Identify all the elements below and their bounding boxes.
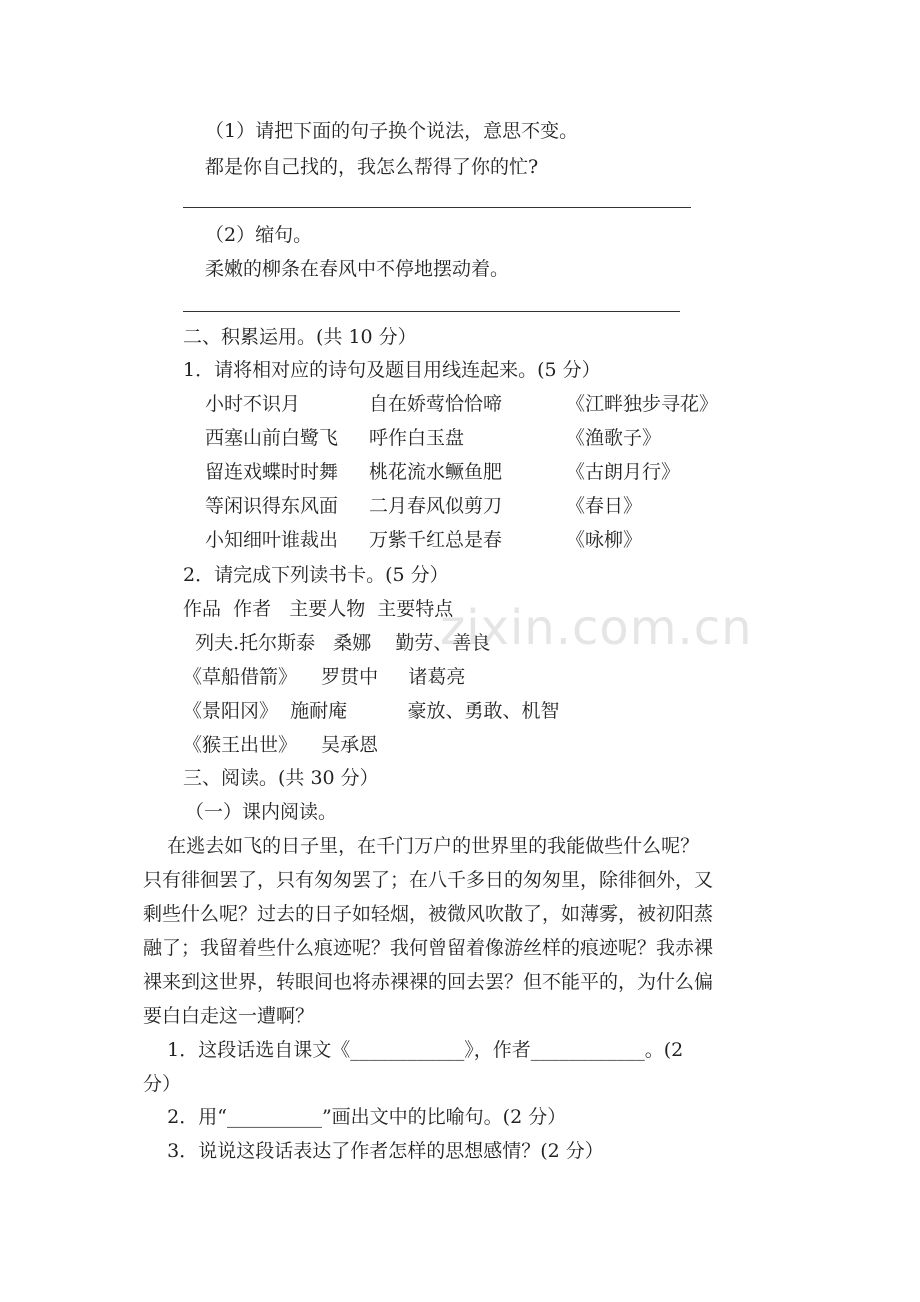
watermark: zixin.com.cn <box>440 600 753 656</box>
passage-line: 融了；我留着些什么痕迹呢？我何曾留着像游丝样的痕迹呢？我赤裸 <box>143 937 714 959</box>
poem-line2: 二月春风似剪刀 <box>369 495 503 517</box>
reading-question-3: 3．说说这段话表达了作者怎样的思想感情？(2 分） <box>143 1140 604 1162</box>
poem-line1: 留连戏蝶时时舞 <box>205 461 339 483</box>
reading-question-2: 2．用“__________”画出文中的比喻句。(2 分） <box>143 1106 567 1128</box>
rewrite-q2-prompt: （2）缩句。 <box>205 224 313 246</box>
answer-line-2 <box>183 311 680 312</box>
poem-line1: 西塞山前白鹭飞 <box>205 427 339 449</box>
reading-card-header: 作品 作者 主要人物 主要特点 <box>183 598 454 620</box>
passage-line: 只有徘徊罢了，只有匆匆罢了；在八千多日的匆匆里，除徘徊外，又 <box>143 869 714 891</box>
passage-line: 在逃去如飞的日子里，在千门万户的世界里的我能做些什么呢？ <box>143 835 700 857</box>
reading-card-row: 列夫.托尔斯泰 桑娜 勤劳、善良 <box>183 632 491 654</box>
poem-title: 《江畔独步寻花》 <box>566 393 719 415</box>
reading-question-1-cont: 分） <box>143 1073 182 1095</box>
passage-line: 裸来到这世界，转眼间也将赤裸裸的回去罢？但不能平的，为什么偏 <box>143 971 714 993</box>
section2-q1: 1．请将相对应的诗句及题目用线连起来。(5 分） <box>183 359 601 381</box>
section3-heading: 三、阅读。(共 30 分） <box>183 767 379 789</box>
poem-line2: 自在娇莺恰恰啼 <box>369 393 503 415</box>
poem-title: 《渔歌子》 <box>566 427 662 449</box>
poem-line2: 万紫千红总是春 <box>369 529 503 551</box>
poem-title: 《春日》 <box>566 495 643 517</box>
answer-line-1 <box>183 207 691 208</box>
section2-q2: 2．请完成下列读书卡。(5 分） <box>183 564 449 586</box>
poem-line1: 小知细叶谁裁出 <box>205 529 339 551</box>
poem-line2: 桃花流水鳜鱼肥 <box>369 461 503 483</box>
poem-line1: 小时不识月 <box>205 393 301 415</box>
reading-question-1: 1．这段话选自课文《____________》，作者____________。(2 <box>143 1039 684 1061</box>
section2-heading: 二、积累运用。(共 10 分） <box>183 326 417 348</box>
reading-card-row: 《草船借箭》 罗贯中 诸葛亮 <box>183 666 466 688</box>
passage-line: 要白白走这一遭啊？ <box>143 1005 315 1027</box>
reading-card-row: 《景阳冈》 施耐庵 豪放、勇敢、机智 <box>183 700 560 722</box>
rewrite-q1-prompt: （1）请把下面的句子换个说法，意思不变。 <box>205 120 579 142</box>
poem-title: 《咏柳》 <box>566 529 643 551</box>
poem-line1: 等闲识得东风面 <box>205 495 339 517</box>
reading-card-row: 《猴王出世》 吴承恩 <box>183 734 379 756</box>
rewrite-q2-sentence: 柔嫩的柳条在春风中不停地摆动着。 <box>205 258 510 280</box>
section3-subheading: （一）课内阅读。 <box>185 801 338 823</box>
poem-line2: 呼作白玉盘 <box>369 427 465 449</box>
rewrite-q1-sentence: 都是你自己找的，我怎么帮得了你的忙? <box>205 156 539 178</box>
passage-line: 剩些什么呢？过去的日子如轻烟，被微风吹散了，如薄雾，被初阳蒸 <box>143 903 714 925</box>
poem-title: 《古朗月行》 <box>566 461 681 483</box>
